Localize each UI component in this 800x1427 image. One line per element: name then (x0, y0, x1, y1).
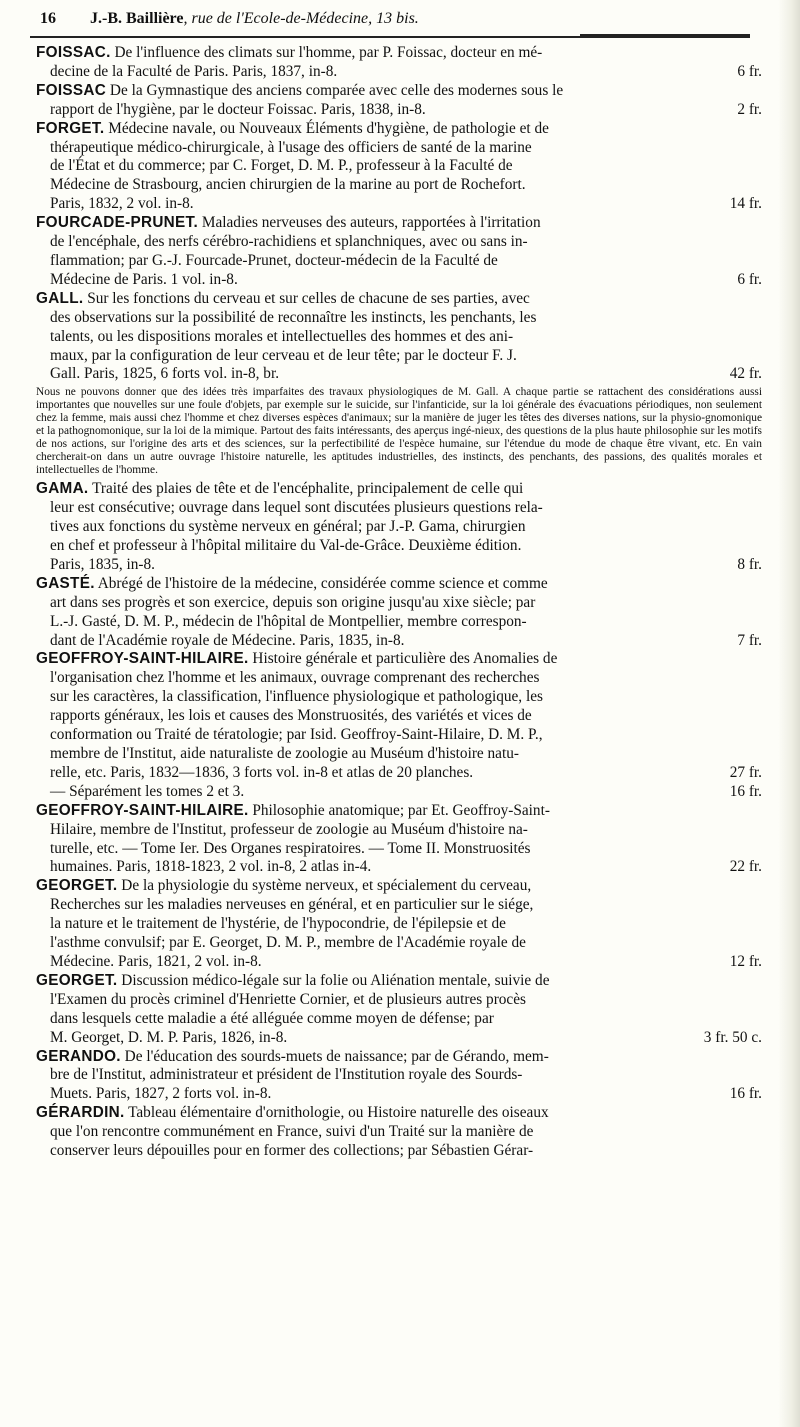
entry-text: Médecine. Paris, 1821, 2 vol. in-8. (50, 952, 262, 970)
entry-text: Discussion médico-légale sur la folie ou Aliénation mentale, suivie de (121, 971, 550, 989)
entry-text: conformation ou Traité de tératologie; par Isid. Geoffroy-Saint-Hilaire, D. M. P., (50, 726, 543, 744)
entry-line (36, 63, 762, 82)
entry-line (36, 688, 762, 707)
entry-line (36, 991, 762, 1010)
entry-author: FOISSAC (36, 81, 107, 99)
entry-text: humaines. Paris, 1818-1823, 2 vol. in-8, 2 atlas in-4. (50, 858, 372, 876)
entry-price: 42 fr. (729, 365, 762, 383)
entry-line (36, 745, 762, 764)
entry-text: De la Gymnastique des anciens comparée avec celle des modernes sous le (109, 81, 564, 99)
entry-line (36, 1010, 762, 1029)
entry-text: Paris, 1835, in-8. (50, 555, 155, 573)
entry-text: Maladies nerveuses des auteurs, rapportées à l'irritation (201, 214, 541, 232)
entry-text: bre de l'Institut, administrateur et président de l'Institution royale des Sourds- (50, 1066, 523, 1084)
entry-price: 12 fr. (729, 952, 762, 970)
entry-note: Nous ne pouvons donner que des idées très imparfaites des travaux physiologiques de M. Gall. A chaque partie se rattachent des considérations aussi importantes que nouvelles sur une foule d'objets, par exemple sur le suicide, sur l'infanticide, sur la loi générale des évacuations périodiques, non seulement chez la femme, mais aussi chez l'homme et chez diverses espèces d'animaux; sur la manière de juger les têtes des diverses nations, sur la physio-gnomonique et la pathognomonique, sur la loi de la mimique. Partout des faits intéressants, des aperçus ingé-nieux, des questions de la plus haute philosophie sur les motifs de nos actions, sur l'origine des arts et des sciences, sur la perfectibilité de l'espèce humaine, sur l'étendue du mode de chaque être vivant, etc. En vain chercherait-on dans un autre ouvrage l'histoire naturelle, les aptitudes industrielles, des instincts, des penchants, des passions, des qualités morales et intellectuelles de l'homme. (36, 386, 762, 477)
entry-text: Histoire générale et particulière des Anomalies de (252, 650, 558, 668)
entry-line (36, 1142, 762, 1161)
entry-text: Médecine de Strasbourg, ancien chirurgien de la marine au port de Rochefort. (50, 176, 526, 194)
entry-line (36, 726, 762, 745)
entry-line (36, 613, 762, 632)
entry-line (36, 556, 762, 575)
entry-text: turelle, etc. — Tome Ier. Des Organes respiratoires. — Tome II. Monstruosités (50, 839, 531, 857)
entry-text: Abrégé de l'histoire de la médecine, considérée comme science et comme (97, 574, 548, 592)
entry-text: Médecine de Paris. 1 vol. in-8. (50, 270, 238, 288)
entry-price: 14 fr. (729, 195, 762, 213)
entry-line (36, 365, 762, 384)
entry-price: 22 fr. (729, 858, 762, 876)
page-number: 16 (40, 10, 56, 27)
entry-line (36, 1048, 762, 1067)
entry-price: 8 fr. (737, 555, 762, 573)
entry-text: l'asthme convulsif; par E. Georget, D. M. P., membre de l'Académie royale de (50, 934, 526, 952)
catalog-entry (36, 575, 762, 651)
entry-text: L.-J. Gasté, D. M. P., médecin de l'hôpital de Montpellier, membre correspon- (50, 612, 527, 630)
entry-line (36, 934, 762, 953)
entry-line (36, 650, 762, 669)
entry-line (36, 252, 762, 271)
entry-line (36, 764, 762, 783)
entry-line (36, 120, 762, 139)
entry-text: rapports généraux, les lois et causes des Monstruosités, des variétés et vices de (50, 707, 532, 725)
entry-text: Sur les fonctions du cerveau et sur celles de chacune de ses parties, avec (87, 289, 530, 307)
publisher-name: J.-B. Baillière (90, 10, 184, 27)
entry-author: GALL. (36, 289, 84, 307)
entry-line (36, 101, 762, 120)
entry-text: flammation; par G.-J. Fourcade-Prunet, docteur-médecin de la Faculté de (50, 251, 498, 269)
entry-text: Gall. Paris, 1825, 6 forts vol. in-8, br. (50, 365, 280, 383)
entry-author: GAMA. (36, 480, 89, 498)
entry-author: GEORGET. (36, 877, 118, 895)
entry-line (36, 707, 762, 726)
entry-text: l'Examen du procès criminel d'Henriette Cornier, et de plusieurs autres procès (50, 990, 526, 1008)
entry-line (36, 271, 762, 290)
entry-text: l'organisation chez l'homme et les animaux, ouvrage comprenant des recherches (50, 669, 540, 687)
catalog-entry (36, 802, 762, 878)
entry-line (36, 896, 762, 915)
entry-text: Traité des plaies de tête et de l'encéphalite, principalement de celle qui (92, 480, 524, 498)
entry-author: FORGET. (36, 119, 105, 137)
entry-line (36, 915, 762, 934)
entry-line (36, 290, 762, 309)
entry-line (36, 1104, 762, 1123)
entry-subline (36, 783, 762, 802)
entry-author: GERANDO. (36, 1047, 121, 1065)
entry-line (36, 195, 762, 214)
entry-line (36, 537, 762, 556)
entry-author: GÉRARDIN. (36, 1104, 125, 1122)
entry-line (36, 214, 762, 233)
entry-price: 16 fr. (729, 1085, 762, 1103)
entry-price: 6 fr. (737, 62, 762, 80)
entry-text: la nature et le traitement de l'hystérie, de l'hypocondrie, de l'épilepsie et de (50, 915, 506, 933)
entry-line (36, 575, 762, 594)
entry-text: sur les caractères, la classification, l'influence physiologique et pathologique, les (50, 688, 543, 706)
entry-price: 27 fr. (729, 763, 762, 781)
catalog-entry (36, 290, 762, 478)
entry-line (36, 44, 762, 63)
entry-line (36, 347, 762, 366)
entry-line (36, 858, 762, 877)
entry-price: 3 fr. 50 c. (703, 1028, 762, 1046)
entry-author: FOURCADE-PRUNET. (36, 214, 199, 232)
entry-line (36, 669, 762, 688)
catalog-entry (36, 877, 762, 972)
entry-line (36, 1066, 762, 1085)
catalog-entry (36, 650, 762, 801)
entry-price: 2 fr. (737, 100, 762, 118)
entry-line (36, 1029, 762, 1048)
entry-text: Médecine navale, ou Nouveaux Éléments d'hygiène, de pathologie et de (108, 119, 549, 137)
entry-subline-text: — Séparément les tomes 2 et 3. (50, 782, 245, 800)
catalog-entry (36, 480, 762, 575)
entry-text: que l'on rencontre communément en France, suivi d'un Traité sur la manière de (50, 1123, 534, 1141)
entry-line (36, 821, 762, 840)
header-rule-accent (580, 34, 750, 38)
entry-line (36, 1085, 762, 1104)
catalog-entry (36, 1048, 762, 1105)
entry-author: GEORGET. (36, 971, 118, 989)
entry-text: relle, etc. Paris, 1832—1836, 3 forts vol. in-8 et atlas de 20 planches. (50, 763, 474, 781)
entry-text: Muets. Paris, 1827, 2 forts vol. in-8. (50, 1085, 272, 1103)
entry-author: GEOFFROY-SAINT-HILAIRE. (36, 801, 249, 819)
entry-price: 7 fr. (737, 631, 762, 649)
entry-line (36, 953, 762, 972)
catalog-entry (36, 972, 762, 1048)
catalog-entries (36, 44, 762, 1161)
entry-text: art dans ses progrès et son exercice, depuis son origine jusqu'au xixe siècle; par (50, 593, 536, 611)
entry-text: De l'éducation des sourds-muets de naissance; par de Gérando, mem- (124, 1047, 549, 1065)
entry-price: 6 fr. (737, 270, 762, 288)
page-edge-shadow (778, 0, 800, 1427)
entry-text: maux, par la configuration de leur cerveau et de leur tête; par le docteur F. J. (50, 346, 517, 364)
entry-subline-price: 16 fr. (729, 782, 762, 800)
entry-text: De la physiologie du système nerveux, et spécialement du cerveau, (121, 877, 532, 895)
entry-text: decine de la Faculté de Paris. Paris, 1837, in-8. (50, 62, 338, 80)
entry-line (36, 877, 762, 896)
entry-text: Hilaire, membre de l'Institut, professeur de zoologie au Muséum d'histoire na- (50, 820, 528, 838)
entry-text: membre de l'Institut, aide naturaliste de zoologie au Muséum d'histoire natu- (50, 745, 519, 762)
entry-line (36, 328, 762, 347)
catalog-entry (36, 1104, 762, 1161)
catalog-entry (36, 214, 762, 290)
entry-text: talents, ou les dispositions morales et intellectuelles des hommes et des ani- (50, 327, 514, 345)
entry-text: Philosophie anatomique; par Et. Geoffroy-Saint- (252, 801, 550, 819)
entry-line (36, 157, 762, 176)
entry-text: dant de l'Académie royale de Médecine. Paris, 1835, in-8. (50, 631, 405, 649)
entry-line (36, 82, 762, 101)
running-header (30, 6, 750, 32)
entry-text: leur est consécutive; ouvrage dans lequel sont discutées plusieurs questions rela- (50, 499, 543, 517)
catalog-entry (36, 82, 762, 120)
entry-text: en chef et professeur à l'hôpital militaire du Val-de-Grâce. Deuxième édition. (50, 537, 522, 555)
entry-text: tives aux fonctions du système nerveux en général; par J.-P. Gama, chirurgien (50, 518, 526, 536)
entry-text: conserver leurs dépouilles pour en former des collections; par Sébastien Gérar- (50, 1142, 534, 1160)
entry-line (36, 309, 762, 328)
entry-text: M. Georget, D. M. P. Paris, 1826, in-8. (50, 1028, 288, 1046)
entry-text: de l'encéphale, des nerfs cérébro-rachidiens et splanchniques, avec ou sans in- (50, 233, 528, 251)
entry-text: Paris, 1832, 2 vol. in-8. (50, 195, 194, 213)
entry-line (36, 632, 762, 651)
entry-line (36, 840, 762, 859)
entry-line (36, 802, 762, 821)
entry-line (36, 1123, 762, 1142)
entry-text: thérapeutique médico-chirurgicale, à l'usage des officiers de santé de la marine (50, 138, 532, 156)
entry-line (36, 139, 762, 158)
entry-author: FOISSAC. (36, 44, 111, 61)
catalog-entry (36, 44, 762, 82)
entry-text: des observations sur la possibilité de reconnaître les instincts, les penchants, les (50, 308, 537, 326)
entry-text: rapport de l'hygiène, par le docteur Foissac. Paris, 1838, in-8. (50, 100, 426, 118)
entry-text: de l'État et du commerce; par C. Forget, D. M. P., professeur à la Faculté de (50, 157, 513, 175)
entry-line (36, 233, 762, 252)
entry-text: dans lesquels cette maladie a été alléguée comme moyen de défense; par (50, 1009, 494, 1027)
publisher-address: , rue de l'Ecole-de-Médecine, 13 bis. (183, 10, 419, 27)
entry-text: Recherches sur les maladies nerveuses en général, et en particulier sur le siége, (50, 896, 534, 914)
entry-line (36, 176, 762, 195)
running-title (90, 10, 419, 28)
entry-author: GASTÉ. (36, 574, 95, 592)
entry-line (36, 594, 762, 613)
entry-line (36, 972, 762, 991)
entry-line (36, 480, 762, 499)
entry-text: Tableau élémentaire d'ornithologie, ou Histoire naturelle des oiseaux (128, 1104, 549, 1122)
entry-text: De l'influence des climats sur l'homme, par P. Foissac, docteur en mé- (114, 44, 543, 61)
entry-line (36, 499, 762, 518)
entry-line (36, 518, 762, 537)
entry-author: GEOFFROY-SAINT-HILAIRE. (36, 650, 249, 668)
catalog-entry (36, 120, 762, 215)
